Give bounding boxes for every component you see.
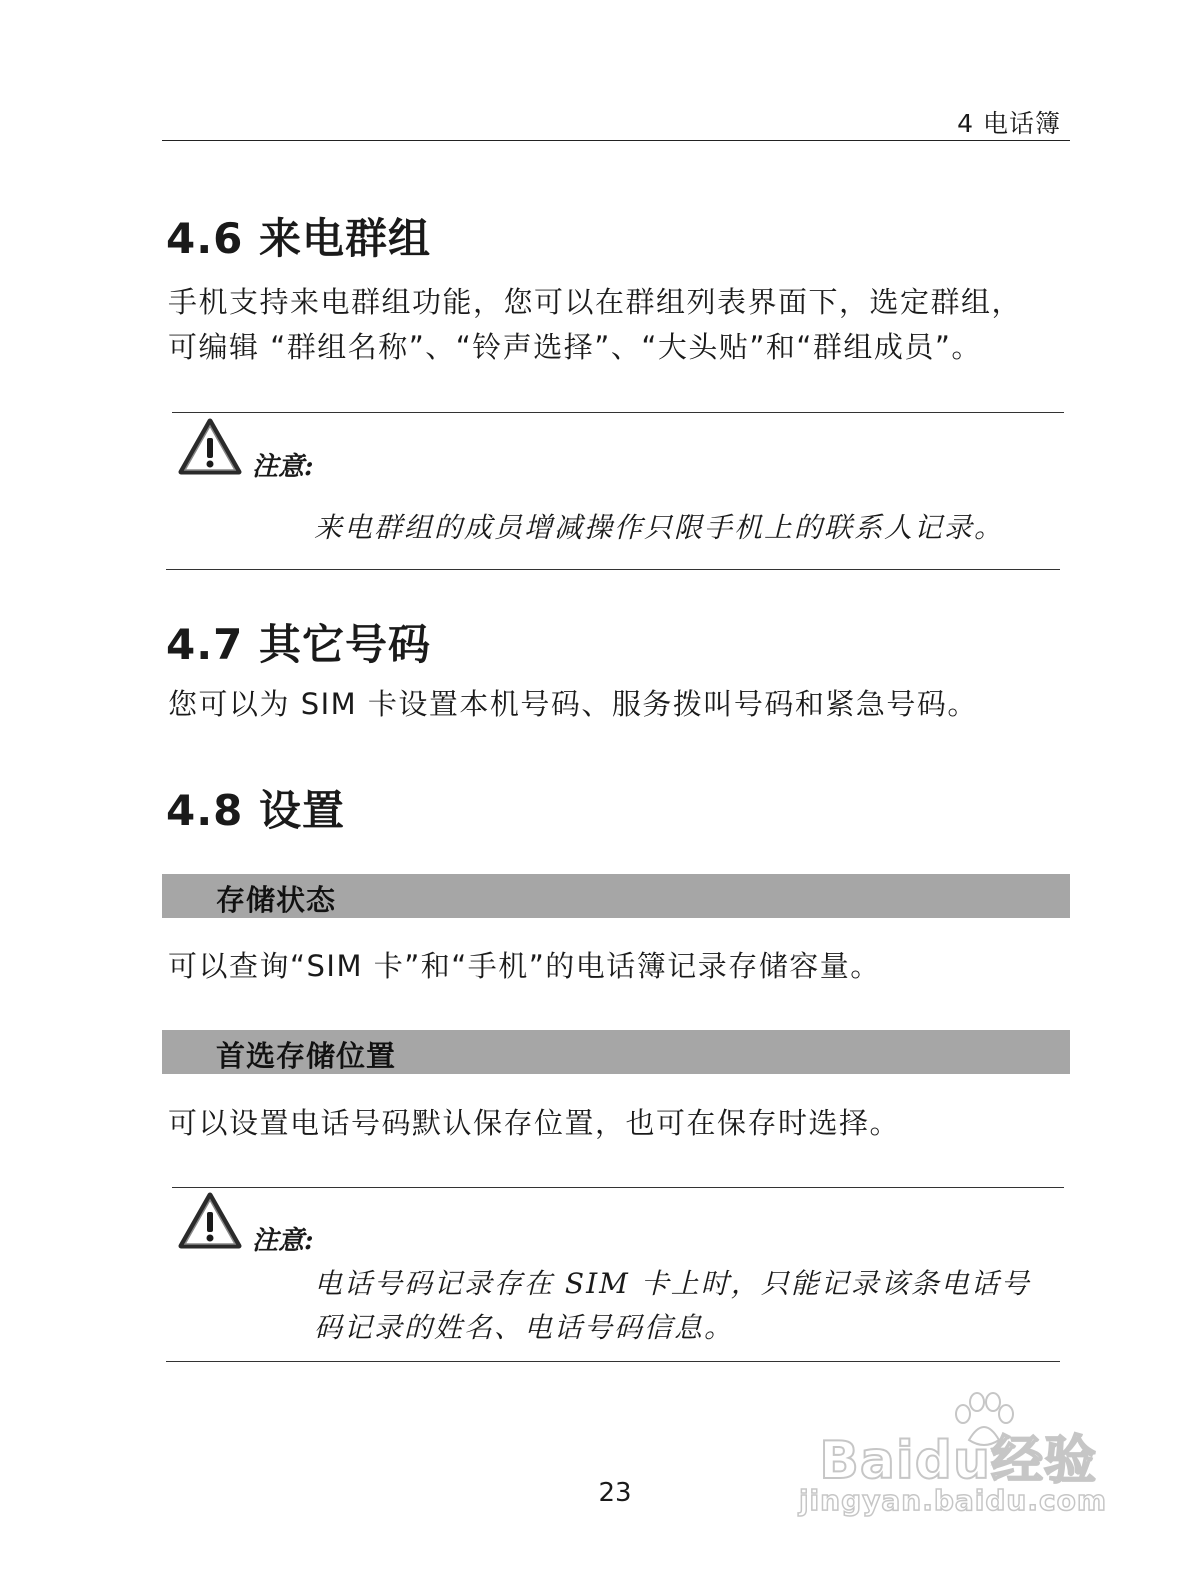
paragraph-preferred-storage: 可以设置电话号码默认保存位置，也可在保存时选择。	[168, 1106, 901, 1140]
heading-4-6: 4.6 来电群组	[166, 214, 432, 263]
note-top-rule	[172, 1187, 1064, 1188]
page-number: 23	[598, 1478, 632, 1508]
subsection-title: 首选存储位置	[216, 1039, 397, 1073]
note-text	[314, 1262, 1064, 1350]
paragraph-4-6	[168, 280, 1068, 370]
subsection-bar-storage-status	[162, 874, 1070, 918]
note-text-line: 码记录的姓名、电话号码信息。	[314, 1311, 735, 1344]
watermark	[798, 1392, 1107, 1532]
heading-4-8: 4.8 设置	[166, 786, 346, 835]
note-label: 注意:	[252, 452, 314, 482]
heading-4-7: 4.7 其它号码	[166, 620, 432, 669]
warning-triangle-icon	[178, 418, 242, 476]
paragraph-4-7: 您可以为 SIM 卡设置本机号码、服务拨叫号码和紧急号码。	[168, 687, 978, 721]
watermark-logo: Baidu经验	[819, 1431, 1097, 1491]
subsection-title: 存储状态	[216, 883, 337, 917]
note-text-line: 电话号码记录存在 SIM 卡上时，只能记录该条电话号	[314, 1267, 1031, 1300]
note-bottom-rule	[166, 569, 1060, 570]
note-top-rule	[172, 412, 1064, 413]
running-header: 4 电话簿	[957, 109, 1061, 138]
note-label: 注意:	[252, 1226, 314, 1256]
header-rule	[162, 140, 1070, 141]
note-bottom-rule	[166, 1361, 1060, 1362]
watermark-url: jingyan.baidu.com	[798, 1484, 1107, 1517]
paragraph-line: 可编辑 “群组名称”、“铃声选择”、“大头贴”和“群组成员”。	[168, 330, 982, 364]
paragraph-storage-status: 可以查询“SIM 卡”和“手机”的电话簿记录存储容量。	[168, 949, 881, 983]
note-text: 来电群组的成员增减操作只限手机上的联系人记录。	[314, 511, 1005, 544]
paragraph-line: 手机支持来电群组功能，您可以在群组列表界面下，选定群组，	[168, 285, 1023, 319]
warning-triangle-icon	[178, 1192, 242, 1250]
subsection-bar-preferred-storage	[162, 1030, 1070, 1074]
